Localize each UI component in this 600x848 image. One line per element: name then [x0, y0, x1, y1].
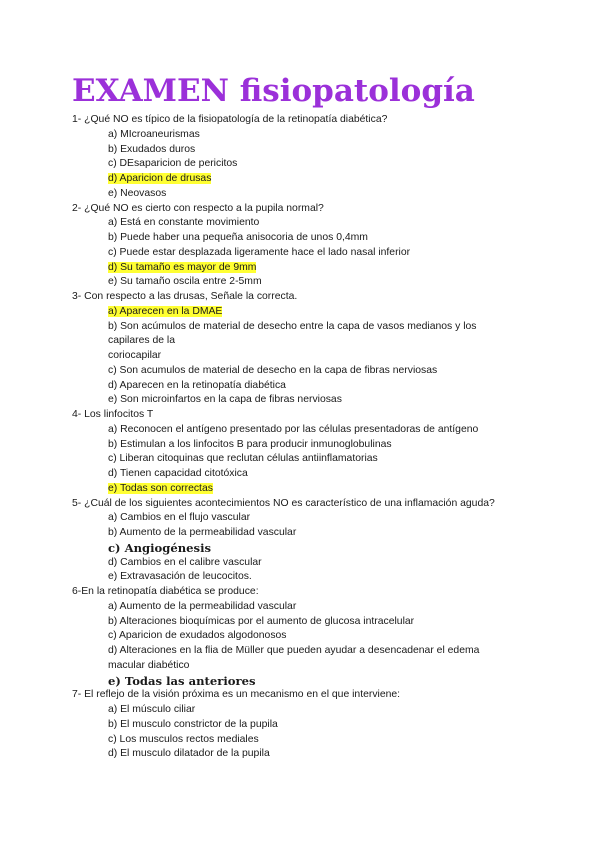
line-text: b) El musculo constrictor de la pupila: [108, 718, 278, 730]
highlighted-answer: a) Aparecen en la DMAE: [108, 305, 223, 317]
line-text: b) Son acúmulos de material de desecho entre la capa de vasos medianos y los: [108, 320, 477, 332]
answer-option: [0, 733, 600, 748]
line-text: b) Aumento de la permeabilidad vascular: [108, 527, 297, 538]
line-text: b) Alteraciones bioquímicas por el aumento de glucosa intracelular: [108, 615, 415, 627]
line-text: e) Neovasos: [108, 187, 167, 199]
line-text: b) Puede haber una pequeña anisocoria de unos 0,4mm: [108, 232, 368, 243]
answer-option: [0, 275, 600, 290]
answer-option: [0, 305, 600, 320]
question-text: [0, 497, 600, 512]
line-text: a) Reconocen el antígeno presentado por las células presentadoras de antígeno: [108, 423, 479, 435]
line-text: c) Puede estar desplazada ligeramente hace el lado nasal inferior: [108, 246, 411, 258]
line-text: 2- ¿Qué NO es cierto con respecto a la pupila normal?: [72, 202, 324, 214]
answer-option: [0, 261, 600, 276]
answer-option: [0, 600, 600, 615]
answer-option: [0, 379, 600, 394]
line-text: 4- Los linfocitos T: [72, 409, 154, 420]
line-text: b) Estimulan a los linfocitos B para producir inmunoglobulinas: [108, 438, 392, 450]
highlighted-answer: d) Aparicion de drusas: [108, 173, 212, 184]
line-text: a) Aumento de la permeabilidad vascular: [108, 600, 297, 612]
answer-option: [0, 570, 600, 585]
answer-option: [0, 438, 600, 453]
line-text: d) Cambios en el calibre vascular: [108, 556, 262, 568]
line-text: d) Aparecen en la retinopatía diabética: [108, 379, 286, 391]
line-text: e) Son microinfartos en la capa de fibras nerviosas: [108, 394, 342, 406]
question-text: [0, 202, 600, 217]
question-text: [0, 113, 600, 128]
answer-option: [0, 393, 600, 408]
answer-option: [0, 526, 600, 541]
question-text: [0, 408, 600, 423]
answer-option: [0, 143, 600, 158]
line-text: d) Tienen capacidad citotóxica: [108, 468, 248, 479]
answer-option: [0, 629, 600, 644]
line-text: b) Exudados duros: [108, 143, 196, 155]
answer-option-continuation: [0, 349, 600, 364]
answer-option: [0, 541, 600, 556]
line-text: 1- ¿Qué NO es típico de la fisiopatología de la retinopatía diabética?: [72, 114, 388, 125]
line-text: c) Aparicion de exudados algodonosos: [108, 630, 287, 642]
line-text: d) El musculo dilatador de la pupila: [108, 748, 270, 760]
answer-option: [0, 423, 600, 438]
line-text: 6-En la retinopatía diabética se produce:: [72, 586, 259, 597]
answer-option: [0, 216, 600, 231]
line-text: coriocapilar: [108, 350, 162, 361]
answer-option: [0, 674, 600, 689]
line-text: c) DEsaparicion de pericitos: [108, 158, 238, 170]
answer-option: [0, 703, 600, 718]
line-text: d) Alteraciones en la flia de Müller que pueden ayudar a desencadenar el edema: [108, 645, 480, 656]
question-list: [0, 113, 600, 762]
answer-option: [0, 172, 600, 187]
line-text: c) Son acumulos de material de desecho en la capa de fibras nerviosas: [108, 364, 438, 376]
answer-option: [0, 467, 600, 482]
bold-answer: c) Angiogénesis: [108, 540, 211, 555]
line-text: e) Extravasación de leucocitos.: [108, 571, 252, 583]
answer-option: [0, 187, 600, 202]
line-text: a) MIcroaneurismas: [108, 128, 200, 140]
bold-answer: e) Todas las anteriores: [108, 673, 256, 688]
question-text: [0, 585, 600, 600]
answer-option: [0, 556, 600, 571]
line-text: a) El músculo ciliar: [108, 704, 196, 715]
highlighted-answer: e) Todas son correctas: [108, 482, 213, 494]
line-text: 3- Con respecto a las drusas, Señale la correcta.: [72, 291, 298, 302]
line-text: macular diabético: [108, 659, 190, 671]
answer-option: [0, 482, 600, 497]
answer-option: [0, 231, 600, 246]
line-text: capilares de la: [108, 335, 176, 347]
answer-option: [0, 615, 600, 630]
question-text: [0, 290, 600, 305]
answer-option: [0, 747, 600, 762]
highlighted-answer: d) Su tamaño es mayor de 9mm: [108, 261, 257, 273]
answer-option: [0, 644, 600, 659]
line-text: 5- ¿Cuál de los siguientes acontecimientos NO es característico de una inflamación aguda?: [72, 497, 495, 509]
question-text: [0, 688, 600, 703]
answer-option: [0, 128, 600, 143]
answer-option: [0, 452, 600, 467]
line-text: a) Está en constante movimiento: [108, 217, 260, 229]
answer-option-continuation: [0, 334, 600, 349]
line-text: a) Cambios en el flujo vascular: [108, 512, 251, 524]
answer-option: [0, 364, 600, 379]
answer-option: [0, 511, 600, 526]
answer-option: [0, 320, 600, 335]
answer-option: [0, 246, 600, 261]
line-text: c) Liberan citoquinas que reclutan células antiinflamatorias: [108, 453, 378, 465]
answer-option-continuation: [0, 659, 600, 674]
answer-option: [0, 718, 600, 733]
answer-option: [0, 157, 600, 172]
exam-title: EXAMEN fisiopatología: [72, 73, 475, 109]
line-text: e) Su tamaño oscila entre 2-5mm: [108, 276, 262, 288]
line-text: 7- El reflejo de la visión próxima es un mecanismo en el que interviene:: [72, 689, 401, 701]
line-text: c) Los musculos rectos mediales: [108, 733, 259, 745]
